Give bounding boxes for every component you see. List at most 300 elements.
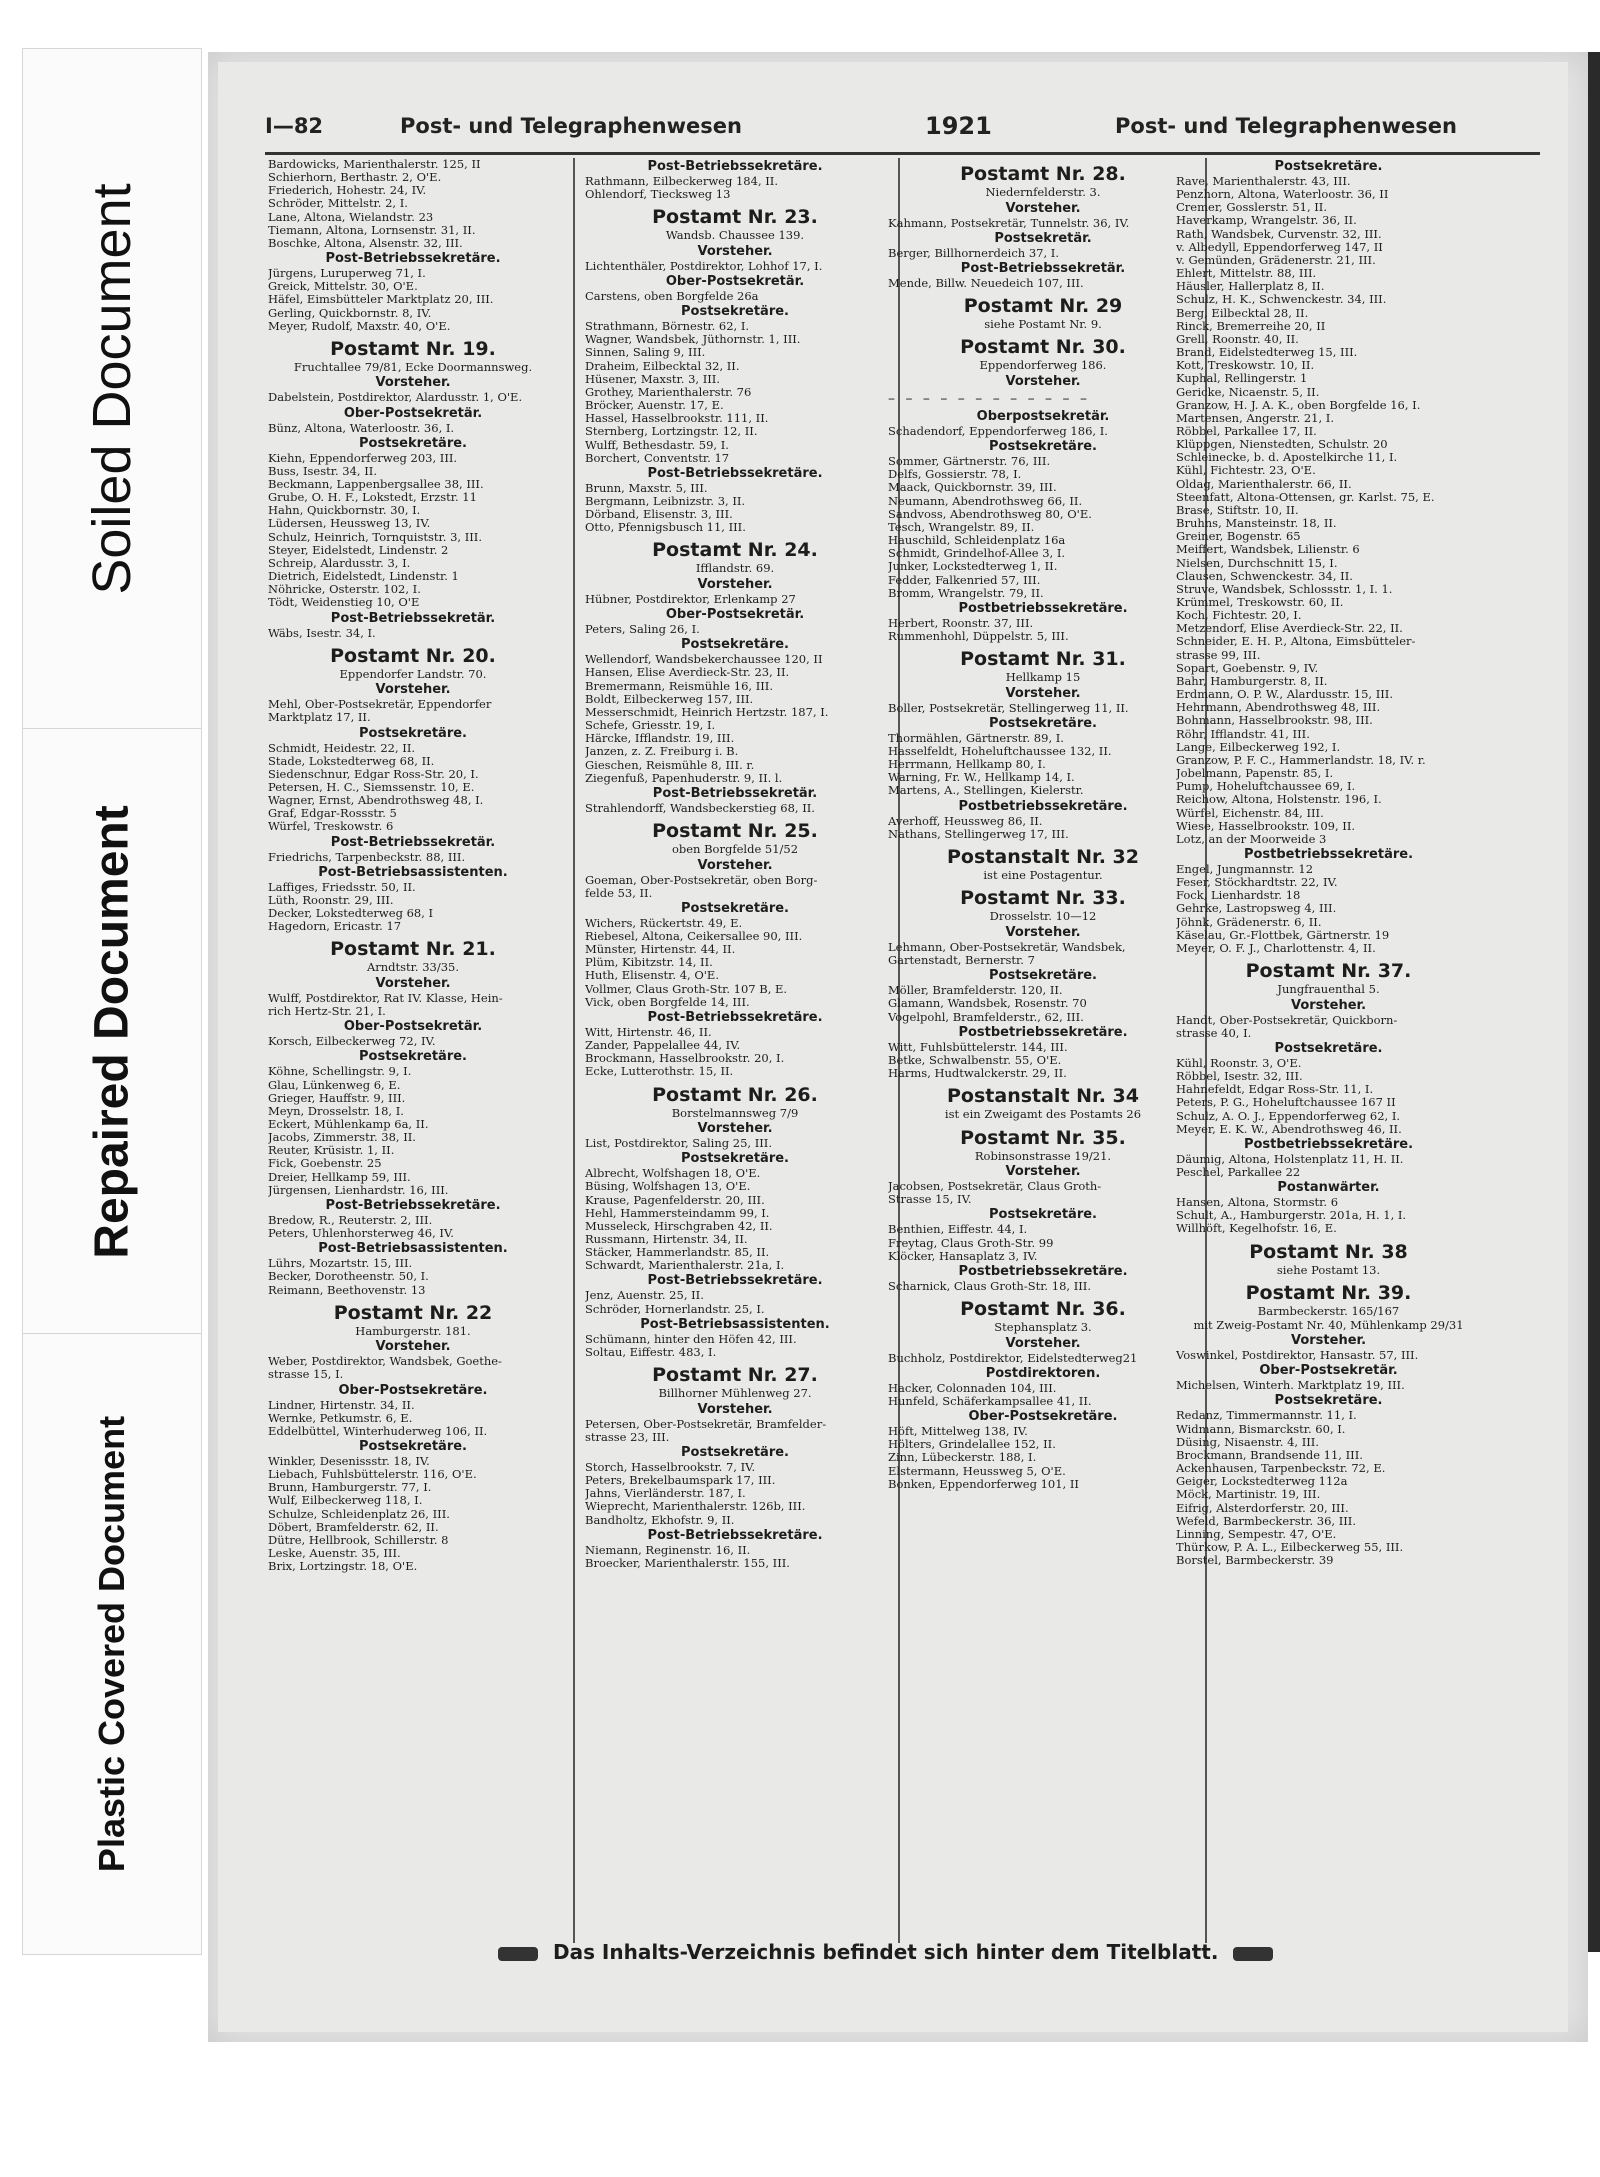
entry-line: Meyer, E. K. W., Abendrothsweg 46, II. <box>1176 1122 1402 1136</box>
entry-line: Lane, Altona, Wielandstr. 23 <box>268 210 434 224</box>
entry-line: Eddelbüttel, Winterhuderweg 106, II. <box>268 1424 488 1438</box>
label-repaired-text: Repaired Document <box>85 804 139 1259</box>
entry-line: Mende, Billw. Neuedeich 107, III. <box>888 276 1084 290</box>
column-rule-1 <box>573 158 575 1943</box>
entry-line: Ohlendorf, Tiecksweg 13 <box>585 188 731 202</box>
label-plastic <box>22 1333 202 1955</box>
entry-line: Beckmann, Lappenbergsallee 38, III. <box>268 478 484 491</box>
entry-line: Möck, Martinistr. 19, III. <box>1176 1488 1321 1502</box>
entry-line: Kühl, Roonstr. 3, O'E. <box>1176 1056 1302 1070</box>
office-address: Niedernfelderstr. 3. <box>985 185 1101 199</box>
entry-line: Gerling, Quickbornstr. 8, IV. <box>268 306 432 320</box>
entry-line: Thormählen, Gärtnerstr. 89, I. <box>888 731 1064 745</box>
entry-line: Bandholtz, Ekhofstr. 9, II. <box>585 1513 735 1527</box>
entry-line: Möller, Bramfelderstr. 120, II. <box>888 984 1063 998</box>
entry-line: Klüppgen, Nienstedten, Schulstr. 20 <box>1176 438 1388 452</box>
entry-line: Junker, Lockstedterweg 1, II. <box>888 560 1058 574</box>
section-heading: Postsekretäre. <box>681 1444 789 1460</box>
office-address: Wandsb. Chaussee 139. <box>665 228 805 243</box>
entry-line: Schümann, hinter den Höfen 42, III. <box>585 1332 797 1346</box>
entry-line: Decker, Lokstedterweg 68, I <box>268 907 434 921</box>
entry-line: Ziegenfuß, Papenhuderstr. 9, II. l. <box>585 771 783 785</box>
entry-line: Marktplatz 17, II. <box>268 711 371 725</box>
office-heading: Postamt Nr. 21. <box>330 938 496 961</box>
entry-line: Hagedorn, Ericastr. 17 <box>268 920 402 934</box>
entry-line: Rummenhohl, Düppelstr. 5, III. <box>888 630 1069 643</box>
entry-line: Storch, Hasselbrookstr. 7, IV. <box>585 1460 756 1474</box>
entry-line: Musseleck, Hirschgraben 42, II. <box>585 1219 773 1233</box>
entry-line: v. Gemünden, Grädenerstr. 21, III. <box>1176 253 1376 267</box>
entry-line: Janzen, z. Z. Freiburg i. B. <box>585 745 739 759</box>
office-address: siehe Postamt Nr. 9. <box>984 316 1102 331</box>
entry-line: Schwardt, Marienthalerstr. 21a, I. <box>585 1259 785 1273</box>
section-heading: Vorsteher. <box>375 975 451 991</box>
entry-line: Broecker, Marienthalerstr. 155, III. <box>585 1556 790 1570</box>
entry-line: felde 53, II. <box>585 886 653 900</box>
entry-line: Boschke, Altona, Alsenstr. 32, III. <box>268 236 463 250</box>
entry-line: Hacker, Colonnaden 104, III. <box>888 1381 1057 1395</box>
section-heading: Post-Betriebssekretär. <box>330 610 496 626</box>
section-heading: Ober-Postsekretäre. <box>338 1382 488 1398</box>
entry-line: Witt, Hirtenstr. 46, II. <box>585 1025 712 1039</box>
entry-line: Hasselfeldt, Hoheluftchaussee 132, II. <box>888 744 1112 758</box>
entry-line: Münster, Hirtenstr. 44, II. <box>585 943 736 957</box>
entry-line: Höft, Mittelweg 138, IV. <box>888 1425 1028 1439</box>
entry-line: Otto, Pfennigsbusch 11, III. <box>585 521 746 535</box>
page-header <box>265 108 1525 144</box>
entry-line: Buss, Isestr. 34, II. <box>268 464 377 478</box>
entry-line: Jacobs, Zimmerstr. 38, II. <box>268 1131 416 1145</box>
entry-line: Lehmann, Ober-Postsekretär, Wandsbek, <box>888 940 1126 954</box>
entry-line: Thürkow, P. A. L., Eilbeckerweg 55, III. <box>1176 1540 1404 1554</box>
office-heading: Postamt Nr. 38 <box>1249 1240 1408 1263</box>
entry-line: Jahns, Vierländerstr. 187, I. <box>585 1487 746 1501</box>
section-heading: Vorsteher. <box>1005 200 1081 216</box>
office-heading: Postamt Nr. 39. <box>1245 1282 1412 1305</box>
entry-line: Röbbel, Parkallee 17, II. <box>1176 424 1317 438</box>
office-address: mit Zweig-Postamt Nr. 40, Mühlenkamp 29/31 <box>1193 1317 1464 1332</box>
office-heading: Postamt Nr. 31. <box>960 648 1126 671</box>
entry-line: Röbbel, Isestr. 32, III. <box>1176 1070 1303 1084</box>
entry-line: Lindner, Hirtenstr. 34, II. <box>268 1398 415 1412</box>
page-number: I—82 <box>265 114 324 138</box>
entry-line: Reuter, Krüsistr. 1, II. <box>268 1144 395 1158</box>
entry-line: Soltau, Eiffestr. 483, I. <box>585 1345 717 1359</box>
entry-line: Haverkamp, Wrangelstr. 36, II. <box>1176 214 1357 228</box>
entry-line: Pump, Hoheluftchaussee 69, I. <box>1176 780 1356 794</box>
entry-line: Meyn, Drosselstr. 18, I. <box>268 1104 404 1118</box>
entry-line: Voswinkel, Postdirektor, Hansastr. 57, III. <box>1176 1349 1419 1363</box>
entry-line: Engel, Jungmannstr. 12 <box>1176 862 1314 876</box>
entry-line: Penzhorn, Altona, Waterloostr. 36, II <box>1176 188 1389 202</box>
entry-line: Russmann, Hirtenstr. 34, II. <box>585 1232 748 1246</box>
entry-line: Wefeld, Barmbeckerstr. 36, III. <box>1176 1514 1356 1528</box>
entry-line: Meyer, O. F. J., Charlottenstr. 4, II. <box>1176 941 1376 955</box>
entry-line: Martens, A., Stellingen, Kielerstr. <box>888 784 1084 798</box>
entry-line: Häusler, Hallerplatz 8, II. <box>1176 280 1325 294</box>
section-heading: Post-Betriebssekretäre. <box>647 1009 823 1025</box>
section-heading: Vorsteher. <box>1005 1164 1081 1180</box>
entry-line: Hauschild, Schleidenplatz 16a <box>888 534 1066 548</box>
entry-line: Metzendorf, Elise Averdieck-Str. 22, II. <box>1176 622 1403 636</box>
section-heading: Postsekretäre. <box>681 1151 789 1167</box>
section-heading: Postbetriebssekretäre. <box>958 1024 1128 1040</box>
entry-line: Wagner, Ernst, Abendrothsweg 48, I. <box>268 794 484 808</box>
entry-line: Grell, Roonstr. 40, II. <box>1176 332 1299 346</box>
header-year: 1921 <box>925 112 992 140</box>
entry-line: strasse 99, III. <box>1176 648 1261 662</box>
entry-line: Hahnefeldt, Edgar Ross-Str. 11, I. <box>1176 1083 1374 1097</box>
entry-line: Wieprecht, Marienthalerstr. 126b, III. <box>585 1500 806 1514</box>
entry-line: Winkler, Desenissstr. 18, IV. <box>268 1455 430 1468</box>
section-heading: Vorsteher. <box>697 576 773 592</box>
entry-line: Strahlendorff, Wandsbeckerstieg 68, II. <box>585 801 815 815</box>
entry-line: Kuphal, Rellingerstr. 1 <box>1176 372 1308 386</box>
entry-line: Schult, A., Hamburgerstr. 201a, H. 1, I. <box>1176 1209 1407 1223</box>
section-heading: Postanwärter. <box>1277 1180 1380 1196</box>
entry-line: Wäbs, Isestr. 34, I. <box>268 626 376 640</box>
entry-line: Büsing, Wolfshagen 13, O'E. <box>585 1180 751 1194</box>
office-address: ist eine Postagentur. <box>983 867 1103 882</box>
entry-line: Schmidt, Grindelhof-Allee 3, I. <box>888 547 1066 561</box>
section-heading: Postbetriebssekretäre. <box>1243 1136 1414 1152</box>
entry-line: Bonken, Eppendorferweg 101, II <box>888 1477 1079 1491</box>
entry-line: Clausen, Schwenckestr. 34, II. <box>1176 569 1353 583</box>
entry-line: Laffiges, Friedsstr. 50, II. <box>268 880 416 894</box>
section-heading: Post-Betriebssekretäre. <box>647 159 823 174</box>
office-heading: Postanstalt Nr. 34 <box>947 1085 1139 1108</box>
entry-line: Meyer, Rudolf, Maxstr. 40, O'E. <box>268 319 451 333</box>
section-heading: Post-Betriebssekretär. <box>652 785 818 801</box>
section-heading: Post-Betriebsassistenten. <box>318 864 508 880</box>
section-heading: Vorsteher. <box>697 1121 773 1137</box>
office-address: Robinsonstrasse 19/21. <box>974 1148 1112 1163</box>
entry-line: Hübner, Postdirektor, Erlenkamp 27 <box>585 592 796 606</box>
entry-line: Geiger, Lockstedterweg 112a <box>1176 1475 1348 1489</box>
section-heading: Postsekretäre. <box>359 1439 467 1454</box>
entry-line: Hehl, Hammersteindamm 99, I. <box>585 1206 770 1220</box>
entry-line: Becker, Dorotheenstr. 50, I. <box>268 1270 429 1284</box>
entry-line: Lührs, Mozartstr. 15, III. <box>268 1257 413 1271</box>
section-heading: Vorsteher. <box>697 1401 773 1417</box>
entry-line: Glau, Lünkenweg 6, E. <box>268 1078 401 1092</box>
entry-line: Bruhns, Mansteinstr. 18, II. <box>1176 517 1337 531</box>
entry-line: Dörband, Elisenstr. 3, III. <box>585 508 733 522</box>
entry-line: Carstens, oben Borgfelde 26a <box>585 289 759 303</box>
section-heading: Vorsteher. <box>1005 924 1081 940</box>
entry-line: Korsch, Eilbeckerweg 72, IV. <box>268 1035 436 1049</box>
section-heading: Postbetriebssekretäre. <box>958 798 1128 814</box>
section-heading: Postsekretäre. <box>359 435 467 451</box>
office-heading: Postamt Nr. 19. <box>330 337 496 360</box>
footer-text: Das Inhalts-Verzeichnis befindet sich hinter dem Titelblatt. <box>552 1940 1219 1964</box>
section-heading: Postsekretäre. <box>359 725 467 741</box>
office-address: oben Borgfelde 51/52 <box>671 842 799 856</box>
entry-line: Grieger, Hauffstr. 9, III. <box>268 1091 406 1105</box>
section-heading: Post-Betriebssekretäre. <box>325 251 501 267</box>
office-heading: Postamt Nr. 24. <box>652 539 818 562</box>
entry-line: Schröder, Mittelstr. 2, I. <box>268 197 408 211</box>
entry-line: Lange, Eilbeckerweg 192, I. <box>1176 740 1341 754</box>
entry-line: Betke, Schwalbenstr. 55, O'E. <box>888 1053 1062 1067</box>
entry-line: Wulf, Eilbeckerweg 118, I. <box>268 1494 423 1508</box>
entry-line: Petersen, H. C., Siemssenstr. 10, E. <box>268 781 475 794</box>
entry-line: Wiese, Hasselbrookstr. 109, II. <box>1176 819 1356 833</box>
column-4 <box>1176 158 1481 1948</box>
section-heading: Postbetriebssekretäre. <box>1243 846 1414 862</box>
section-heading: Postsekretäre. <box>1274 1393 1383 1409</box>
entry-line: Steyer, Eidelstedt, Lindenstr. 2 <box>268 543 449 557</box>
entry-line: Wichers, Rückertstr. 49, E. <box>585 916 743 930</box>
section-heading: Ober-Postsekretär. <box>343 1019 483 1035</box>
entry-line: Lüdersen, Heussweg 13, IV. <box>268 517 431 531</box>
entry-line: Köhne, Schellingstr. 9, I. <box>268 1065 412 1079</box>
section-heading: Postsekretär. <box>994 230 1092 246</box>
entry-line: strasse 40, I. <box>1176 1026 1252 1040</box>
label-soiled <box>22 48 202 730</box>
section-heading: Post-Betriebssekretäre. <box>647 1273 823 1289</box>
entry-line: Bardowicks, Marienthalerstr. 125, II <box>268 158 481 171</box>
entry-line: Huth, Elisenstr. 4, O'E. <box>585 969 719 983</box>
entry-line: Harms, Hudtwalckerstr. 29, II. <box>888 1067 1067 1080</box>
entry-line: Schulze, Schleidenplatz 26, III. <box>268 1507 450 1521</box>
entry-line: Greiner, Bogenstr. 65 <box>1176 530 1301 544</box>
entry-line: Brix, Lortzingstr. 18, O'E. <box>268 1560 418 1574</box>
entry-line: Ehlert, Mittelstr. 88, III. <box>1176 267 1317 281</box>
section-heading: Vorsteher. <box>1290 1333 1367 1349</box>
entry-line: rich Hertz-Str. 21, I. <box>268 1005 386 1019</box>
entry-line: Weber, Postdirektor, Wandsbek, Goethe- <box>268 1355 502 1369</box>
section-heading: Oberpostsekretär. <box>976 408 1110 424</box>
pointing-hand-icon <box>1233 1947 1273 1961</box>
entry-line: Peschel, Parkallee 22 <box>1176 1165 1301 1179</box>
entry-line: Hüsener, Maxstr. 3, III. <box>585 372 720 386</box>
entry-line: Buchholz, Postdirektor, Eidelstedterweg21 <box>888 1351 1138 1365</box>
section-heading: Vorsteher. <box>1290 997 1367 1013</box>
entry-line: v. Albedyll, Eppendorferweg 147, II <box>1176 240 1383 254</box>
entry-line: Jürgensen, Lienhardstr. 16, III. <box>268 1183 449 1197</box>
section-heading: Postsekretäre. <box>359 1049 467 1065</box>
entry-line: Erdmann, O. P. W., Alardusstr. 15, III. <box>1176 688 1394 702</box>
section-heading: Ober-Postsekretär. <box>665 607 805 623</box>
entry-line: Fock, Lienhardstr. 18 <box>1176 889 1301 903</box>
section-heading: Vorsteher. <box>697 857 773 873</box>
entry-line: Röhr, Ifflandstr. 41, III. <box>1176 727 1310 741</box>
entry-line: Wagner, Wandsbek, Jüthornstr. 1, III. <box>585 333 801 347</box>
entry-line: Grube, O. H. F., Lokstedt, Erzstr. 11 <box>268 491 477 505</box>
office-address: Hellkamp 15 <box>1005 670 1081 685</box>
entry-line: Willhöft, Kegelhofstr. 16, E. <box>1176 1222 1337 1236</box>
section-heading: Post-Betriebssekretäre. <box>325 1197 501 1213</box>
entry-line: Häfel, Eimsbütteler Marktplatz 20, III. <box>268 293 494 307</box>
section-heading: Vorsteher. <box>375 682 451 698</box>
section-heading: Postsekretäre. <box>1274 1040 1383 1056</box>
entry-line: Mehl, Ober-Postsekretär, Eppendorfer <box>268 698 492 712</box>
office-heading: Postamt Nr. 37. <box>1245 960 1412 983</box>
entry-line: Hahn, Quickbornstr. 30, I. <box>268 504 421 518</box>
entry-line: Hansen, Elise Averdieck-Str. 23, II. <box>585 666 790 680</box>
entry-line: Herrmann, Hellkamp 80, I. <box>888 758 1046 772</box>
entry-line: Maack, Quickbornstr. 39, III. <box>888 481 1057 495</box>
office-address: Arndtstr. 33/35. <box>366 960 460 975</box>
entry-line: Bremermann, Reismühle 16, III. <box>585 679 773 693</box>
entry-line: Leske, Auenstr. 35, III. <box>268 1547 401 1561</box>
entry-line: Klöcker, Hansaplatz 3, IV. <box>888 1249 1038 1263</box>
entry-line: Lüth, Roonstr. 29, III. <box>268 893 394 907</box>
entry-line: Tödt, Weidenstieg 10, O'E <box>268 596 420 610</box>
entry-line: Albrecht, Wolfshagen 18, O'E. <box>585 1167 761 1181</box>
entry-line: Petersen, Ober-Postsekretär, Bramfelder- <box>585 1417 827 1431</box>
entry-line: Vollmer, Claus Groth-Str. 107 B, E. <box>585 982 788 996</box>
entry-line: Würfel, Eichenstr. 84, III. <box>1176 806 1324 820</box>
entry-line: List, Postdirektor, Saling 25, III. <box>585 1137 773 1151</box>
entry-line: Zander, Pappelallee 44, IV. <box>585 1039 741 1053</box>
entry-line: Dreier, Hellkamp 59, III. <box>268 1170 411 1184</box>
entry-line: Widmann, Bismarckstr. 60, I. <box>1176 1422 1346 1436</box>
entry-line: Schulz, Heinrich, Tornquiststr. 3, III. <box>268 530 482 544</box>
entry-line: Liebach, Fuhlsbüttelerstr. 116, O'E. <box>268 1468 477 1482</box>
entry-line: Peters, Saling 26, I. <box>585 623 700 637</box>
column-2 <box>585 158 885 1948</box>
label-soiled-text: Soiled Document <box>82 183 142 595</box>
entry-line: Bünz, Altona, Waterloostr. 36, I. <box>268 421 455 435</box>
entry-line: Niemann, Reginenstr. 16, II. <box>585 1543 751 1557</box>
office-address: Drosselstr. 10—12 <box>989 909 1097 924</box>
entry-line: Peters, Uhlenhorsterweg 46, IV. <box>268 1227 454 1241</box>
office-heading: Postamt Nr. 29 <box>963 294 1123 317</box>
office-address: siehe Postamt 13. <box>1276 1262 1381 1277</box>
entry-line: Feser, Stöckhardtstr. 22, IV. <box>1176 876 1338 890</box>
section-heading: Ober-Postsekretär. <box>343 405 483 421</box>
entry-line: Brase, Stiftstr. 10, II. <box>1176 503 1299 517</box>
entry-line: Jöhnk, Grädenerstr. 6, II. <box>1176 915 1322 929</box>
office-heading: Postamt Nr. 25. <box>652 820 818 842</box>
entry-line: Graf, Edgar-Rossstr. 5 <box>268 807 397 821</box>
page-footer <box>490 1940 1390 1970</box>
entry-line: Jenz, Auenstr. 25, II. <box>585 1289 704 1303</box>
entry-line: Stäcker, Hammerlandstr. 85, II. <box>585 1246 770 1260</box>
entry-line: Schleinecke, b. d. Apostelkirche 11, I. <box>1176 451 1398 465</box>
entry-line: Schadendorf, Eppendorferweg 186, I. <box>888 424 1108 438</box>
entry-line: Dütre, Hellbrook, Schillerstr. 8 <box>268 1533 449 1547</box>
entry-line: Plüm, Kibitzstr. 14, II. <box>585 956 713 970</box>
label-plastic-text: Plastic Covered Document <box>91 1415 132 1873</box>
office-heading: Postamt Nr. 27. <box>652 1364 818 1387</box>
entry-line: Krümmel, Treskowstr. 60, II. <box>1176 596 1344 609</box>
entry-line: Delfs, Gossierstr. 78, I. <box>888 468 1022 482</box>
entry-line: Boller, Postsekretär, Stellingerweg 11, II. <box>888 701 1129 715</box>
entry-line: Bromm, Wrangelstr. 79, II. <box>888 586 1044 600</box>
entry-line: Scharnick, Claus Groth-Str. 18, III. <box>888 1279 1091 1293</box>
entry-line: Däumig, Altona, Holstenplatz 11, H. II. <box>1176 1152 1404 1166</box>
section-heading: Ober-Postsekretär. <box>1259 1363 1398 1379</box>
office-address: Borstelmannsweg 7/9 <box>671 1105 799 1120</box>
entry-line: Draheim, Eilbecktal 32, II. <box>585 359 740 373</box>
entry-line: Fick, Goebenstr. 25 <box>268 1157 382 1171</box>
section-heading: Ober-Postsekretär. <box>665 273 805 289</box>
entry-line: Dietrich, Eidelstedt, Lindenstr. 1 <box>268 570 459 584</box>
entry-line: Witt, Fuhlsbüttelerstr. 144, III. <box>888 1040 1068 1054</box>
entry-line: Rave, Marienthalerstr. 43, III. <box>1176 175 1351 188</box>
office-heading: Postamt Nr. 20. <box>330 644 496 667</box>
entry-line: Greick, Mittelstr. 30, O'E. <box>268 280 418 294</box>
office-address: Eppendorferweg 186. <box>979 358 1107 373</box>
office-address: Ifflandstr. 69. <box>695 561 775 576</box>
entry-line: strasse 23, III. <box>585 1430 670 1444</box>
entry-line: Jürgens, Luruperweg 71, I. <box>268 267 426 281</box>
entry-line: Schulz, H. K., Schwenckestr. 34, III. <box>1176 293 1387 307</box>
entry-line: Hansen, Altona, Stormstr. 6 <box>1176 1196 1339 1210</box>
entry-line: Vick, oben Borgfelde 14, III. <box>585 995 750 1009</box>
entry-line: Boldt, Eilbeckerweg 157, III. <box>585 692 754 706</box>
section-heading: Postsekretäre. <box>681 637 789 653</box>
office-address: Barmbeckerstr. 165/167 <box>1257 1304 1400 1319</box>
entry-line: Neumann, Abendrothsweg 66, II. <box>888 494 1083 508</box>
entry-line: Berg, Eilbecktal 28, II. <box>1176 306 1309 320</box>
office-address: Fruchtallee 79/81, Ecke Doormannsweg. <box>293 359 533 374</box>
entry-line: Strasse 15, IV. <box>888 1193 972 1207</box>
office-heading: Postanstalt Nr. 32 <box>947 845 1139 868</box>
entry-line: Bohmann, Hasselbrookstr. 98, III. <box>1176 714 1373 728</box>
entry-line: Glamann, Wandsbek, Rosenstr. 70 <box>888 997 1087 1011</box>
column-3 <box>888 158 1198 1948</box>
entry-line: Granzow, P. F. C., Hammerlandstr. 18, IV. r. <box>1176 753 1426 767</box>
label-strip <box>0 0 205 2177</box>
section-heading: Postdirektoren. <box>985 1365 1101 1381</box>
entry-line: Steenfatt, Altona-Ottensen, gr. Karlst. 75, E. <box>1176 490 1435 504</box>
entry-line: Friedrichs, Tarpenbeckstr. 88, III. <box>268 850 466 864</box>
entry-line: Siedenschnur, Edgar Ross-Str. 20, I. <box>268 767 479 781</box>
office-heading: Postamt Nr. 28. <box>960 163 1126 185</box>
section-heading: Postsekretäre. <box>1274 159 1383 174</box>
entry-line: Käselau, Gr.-Flottbek, Gärtnerstr. 19 <box>1176 928 1390 942</box>
section-heading: Postsekretäre. <box>989 715 1097 731</box>
entry-line: Härcke, Ifflandstr. 19, III. <box>585 732 735 746</box>
section-heading: Post-Betriebssekretäre. <box>647 1527 823 1543</box>
office-address: ist ein Zweigamt des Postamts 26 <box>944 1107 1142 1122</box>
entry-line: Dabelstein, Postdirektor, Alardusstr. 1, O'E. <box>268 391 523 405</box>
entry-line: Kiehn, Eppendorferweg 203, III. <box>268 451 458 465</box>
entry-line: Bröcker, Auenstr. 17, E. <box>585 399 724 413</box>
entry-line: Kott, Treskowstr. 10, II. <box>1176 359 1315 373</box>
entry-line: Sinnen, Saling 9, III. <box>585 346 706 360</box>
entry-line: Tiemann, Altona, Lornsenstr. 31, II. <box>268 223 476 237</box>
entry-line: Schulz, A. O. J., Eppendorferweg 62, I. <box>1176 1109 1401 1123</box>
entry-line: Koch, Fichtestr. 20, I. <box>1176 609 1302 623</box>
entry-line: Wulff, Bethesdastr. 59, I. <box>585 438 729 452</box>
entry-line: Hunfeld, Schäferkampsallee 41, II. <box>888 1394 1092 1408</box>
entry-line: Schefe, Griesstr. 19, I. <box>585 719 716 733</box>
section-heading: Postsekretäre. <box>989 439 1097 455</box>
entry-line: Messerschmidt, Heinrich Hertzstr. 187, I. <box>585 705 829 719</box>
office-heading: Postamt Nr. 35. <box>960 1126 1126 1149</box>
entry-line: Schreip, Alardusstr. 3, I. <box>268 556 411 570</box>
section-heading: Post-Betriebsassistenten. <box>640 1316 830 1332</box>
section-heading: Ober-Postsekretäre. <box>968 1409 1118 1425</box>
entry-line: Redanz, Timmermannstr. 11, I. <box>1176 1409 1357 1423</box>
entry-line: Riebesel, Altona, Ceikersallee 90, III. <box>585 929 803 943</box>
entry-line: Döbert, Bramfelderstr. 62, II. <box>268 1520 439 1534</box>
entry-line: Rath, Wandsbek, Curvenstr. 32, III. <box>1176 227 1382 241</box>
entry-line: Nöhricke, Osterstr. 102, I. <box>268 583 421 597</box>
office-address: Jungfrauenthal 5. <box>1277 982 1380 997</box>
entry-line: Hölters, Grindelallee 152, II. <box>888 1438 1056 1452</box>
entry-line: Tesch, Wrangelstr. 89, II. <box>888 520 1035 534</box>
entry-line: Strathmann, Börnestr. 62, I. <box>585 320 750 334</box>
entry-line: Wernke, Petkumstr. 6, E. <box>268 1411 413 1425</box>
entry-line: Granzow, H. J. A. K., oben Borgfelde 16, I. <box>1176 398 1421 412</box>
entry-line: Freytag, Claus Groth-Str. 99 <box>888 1236 1054 1250</box>
